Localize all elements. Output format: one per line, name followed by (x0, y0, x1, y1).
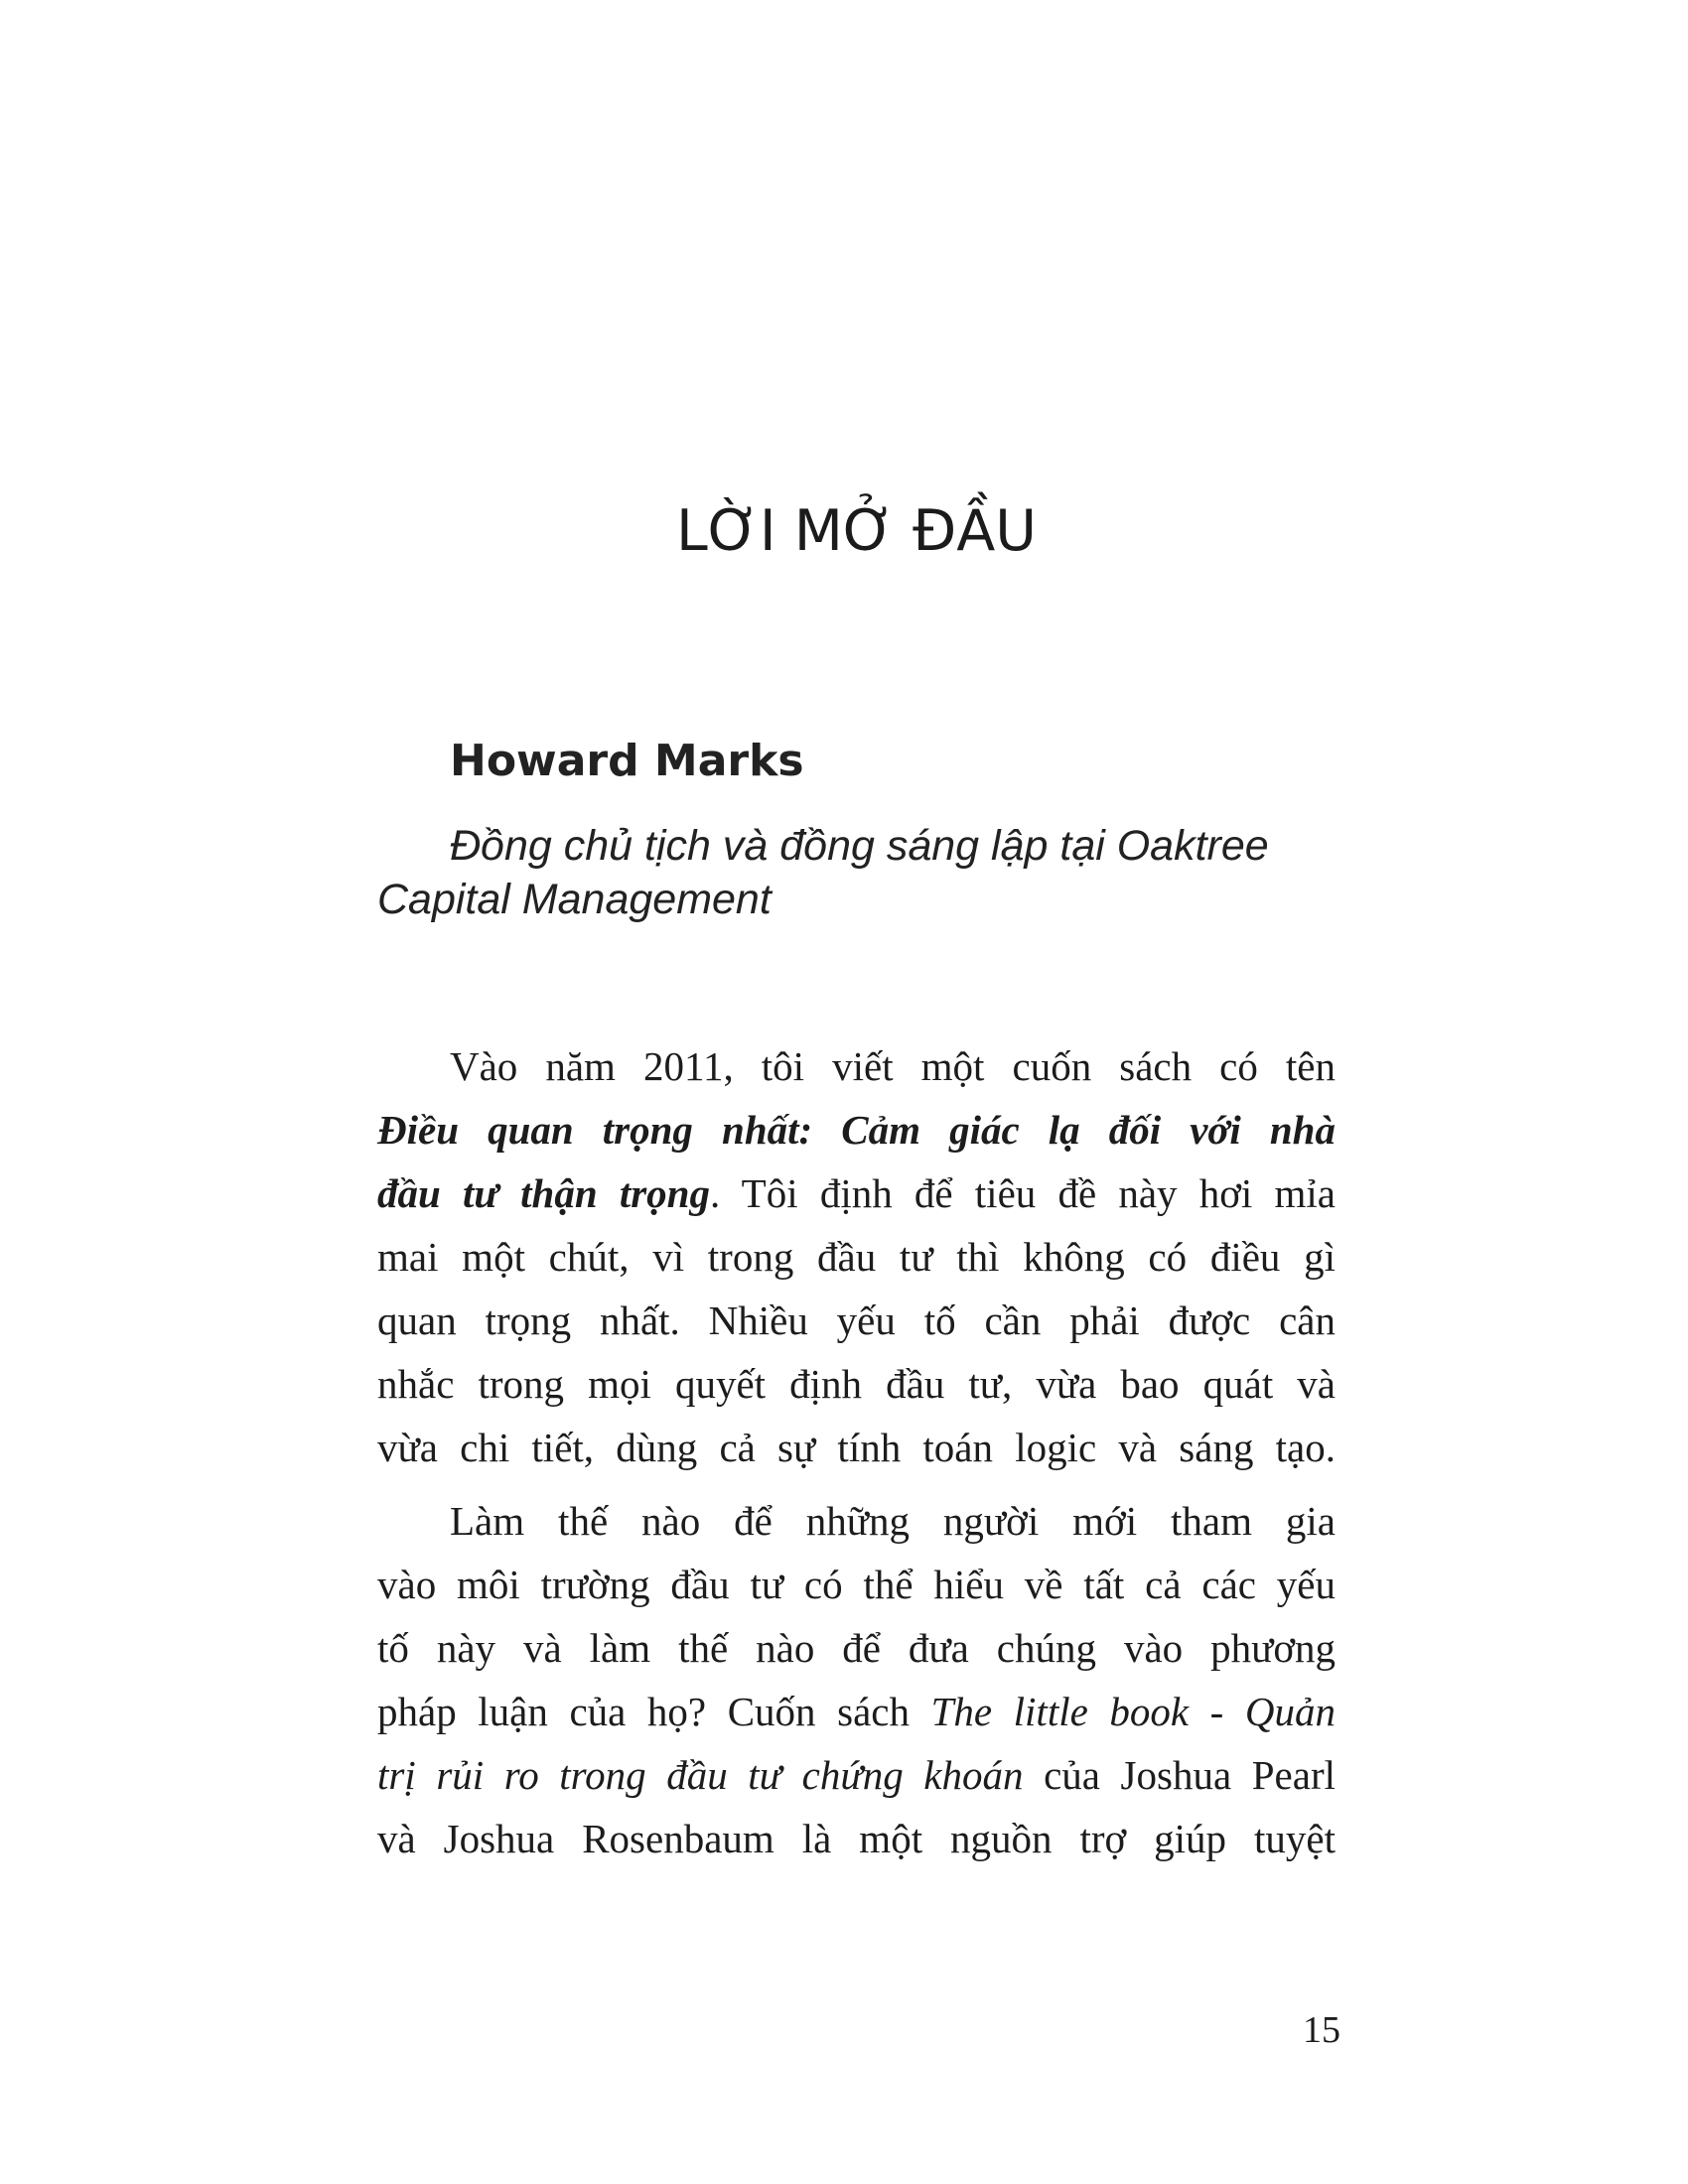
text-segment: của Joshua Pearl (1023, 1752, 1336, 1798)
body-text (377, 1034, 1336, 1870)
author-role-line-1: Đồng chủ tịch và đồng sáng lập tại Oaktree (450, 822, 1269, 870)
text-segment: đầu tư thận trọng (377, 1170, 710, 1216)
text-segment: và Joshua Rosenbaum là một nguồn trợ giúp tuyệt (377, 1816, 1336, 1861)
author-name: Howard Marks (450, 736, 804, 786)
text-segment: pháp luận của họ? Cuốn sách (377, 1689, 931, 1734)
text-segment: . Tôi định để tiêu đề này hơi mỉa (709, 1170, 1336, 1216)
body-text-line (377, 1807, 1336, 1870)
text-segment: tố này và làm thế nào để đưa chúng vào phương (377, 1625, 1336, 1671)
author-role (377, 819, 1336, 926)
paragraph (377, 1034, 1336, 1479)
body-text-line (377, 1034, 1336, 1098)
text-segment: The little book - Quản (930, 1689, 1336, 1734)
body-text-line (377, 1743, 1336, 1807)
body-text-line (377, 1489, 1336, 1553)
body-text-line (377, 1553, 1336, 1616)
text-segment: nhắc trong mọi quyết định đầu tư, vừa bao quát và (377, 1361, 1336, 1407)
paragraph (377, 1489, 1336, 1870)
body-text-line (377, 1416, 1336, 1479)
text-segment: Vào năm 2011, tôi viết một cuốn sách có tên (450, 1043, 1336, 1089)
text-segment: Làm thế nào để những người mới tham gia (450, 1498, 1336, 1544)
text-segment: quan trọng nhất. Nhiều yếu tố cần phải được cân (377, 1297, 1336, 1343)
page-title: LỜI MỞ ĐẦU (676, 498, 1037, 564)
author-role-line-2: Capital Management (377, 876, 772, 923)
body-text-line (377, 1680, 1336, 1743)
text-segment: mai một chút, vì trong đầu tư thì không có điều gì (377, 1234, 1336, 1280)
text-segment: Điều quan trọng nhất: Cảm giác lạ đối với nhà (377, 1107, 1336, 1153)
text-segment: trị rủi ro trong đầu tư chứng khoán (377, 1752, 1024, 1798)
text-segment: vào môi trường đầu tư có thể hiểu về tất cả các yếu (377, 1562, 1336, 1607)
body-text-line (377, 1098, 1336, 1161)
body-text-line (377, 1225, 1336, 1289)
body-text-line (377, 1352, 1336, 1416)
text-segment: vừa chi tiết, dùng cả sự tính toán logic và sáng tạo. (377, 1425, 1336, 1470)
body-text-line (377, 1161, 1336, 1225)
page-number: 15 (1303, 2009, 1340, 2051)
body-text-line (377, 1289, 1336, 1352)
body-text-line (377, 1616, 1336, 1680)
